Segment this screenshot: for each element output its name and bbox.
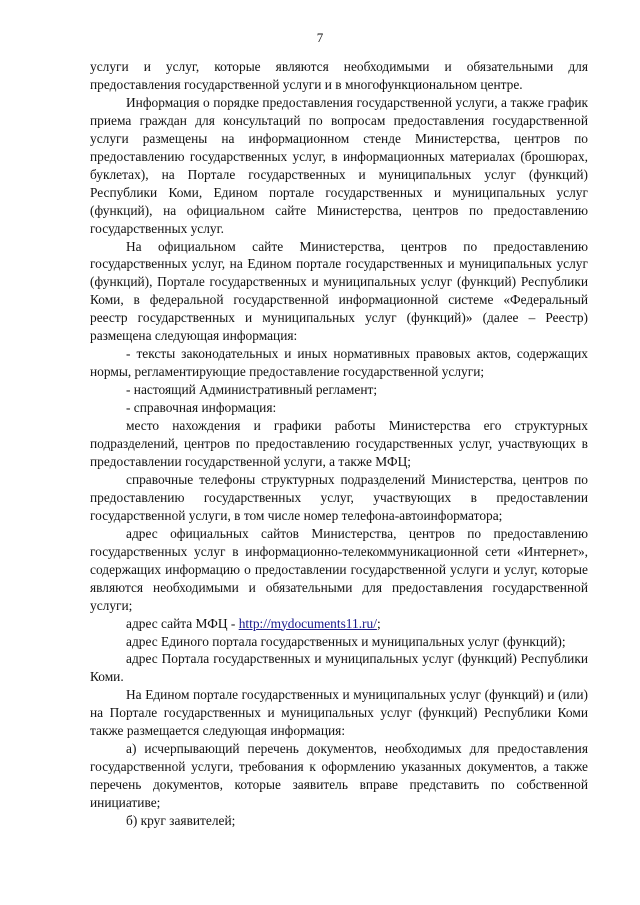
- paragraph: Информация о порядке предоставления государственной услуги, а также график приема граждан для консультаций по вопросам предоставления государственной услуги размещены на информационном стенде Министерства, центров по предоставлению государственных услуг, в информационных материалах (брошюрах, буклетах), на Портале государственных и муниципальных услуг (функций) Республики Коми, Едином портале государственных и муниципальных услуг (функций), на официальном сайте Министерства, центров по предоставлению государственных услуг.: [90, 94, 588, 236]
- paragraph: На официальном сайте Министерства, центров по предоставлению государственных услуг, на Едином портале государственных и муниципальных услуг (функций), Портале государственных и муниципальных услуг (функций) Республики Коми, в федеральной государственной информационной системе «Федеральный реестр государственных и муниципальных услуг (функций)» (далее – Реестр) размещена следующая информация:: [90, 238, 588, 344]
- list-item: - тексты законодательных и иных нормативных правовых актов, содержащих нормы, регламентирующие предоставление государственной услуги;: [90, 346, 588, 380]
- paragraph: адрес Единого портала государственных и муниципальных услуг (функций);: [126, 633, 566, 649]
- document-body: [90, 58, 588, 830]
- paragraph: адрес официальных сайтов Министерства, центров по предоставлению государственных услуг в информационно-телекоммуникационной сети «Интернет», содержащих информацию о предоставлении государственной услуги и услуг, которые являются необходимыми и обязательными для предоставления государственной услуги;: [90, 525, 588, 613]
- mfc-site-link[interactable]: http://mydocuments11.ru/: [238, 615, 377, 631]
- list-item: - настоящий Административный регламент;: [126, 382, 378, 398]
- mfc-site-suffix: ;: [376, 615, 381, 631]
- paragraph: адрес Портала государственных и муниципальных услуг (функций) Республики Коми.: [90, 651, 588, 685]
- mfc-site-prefix: адрес сайта МФЦ -: [126, 615, 239, 631]
- list-item: б) круг заявителей;: [126, 813, 236, 829]
- list-item: а) исчерпывающий перечень документов, необходимых для предоставления государственной услуги, требования к оформлению указанных документов, а также перечень документов, которые заявитель вправе представить по собственной инициативе;: [90, 741, 588, 811]
- paragraph: место нахождения и графики работы Министерства его структурных подразделений, центров по предоставлению государственных услуг, участвующих в предоставлении государственной услуги, а также МФЦ;: [90, 418, 588, 469]
- list-item: - справочная информация:: [126, 400, 277, 416]
- paragraph: справочные телефоны структурных подразделений Министерства, центров по предоставлению государственных услуг, участвующих в предоставлении государственной услуги, в том числе номер телефона-автоинформатора;: [90, 471, 588, 523]
- mfc-site-paragraph: [90, 615, 588, 633]
- page-number: 7: [316, 30, 324, 45]
- paragraph: услуги и услуг, которые являются необходимыми и обязательными для предоставления государственной услуги и в многофункциональном центре.: [90, 59, 588, 92]
- paragraph: На Едином портале государственных и муниципальных услуг (функций) и (или) на Портале государственных и муниципальных услуг (функций) Республики Коми также размещается следующая информация:: [90, 687, 588, 739]
